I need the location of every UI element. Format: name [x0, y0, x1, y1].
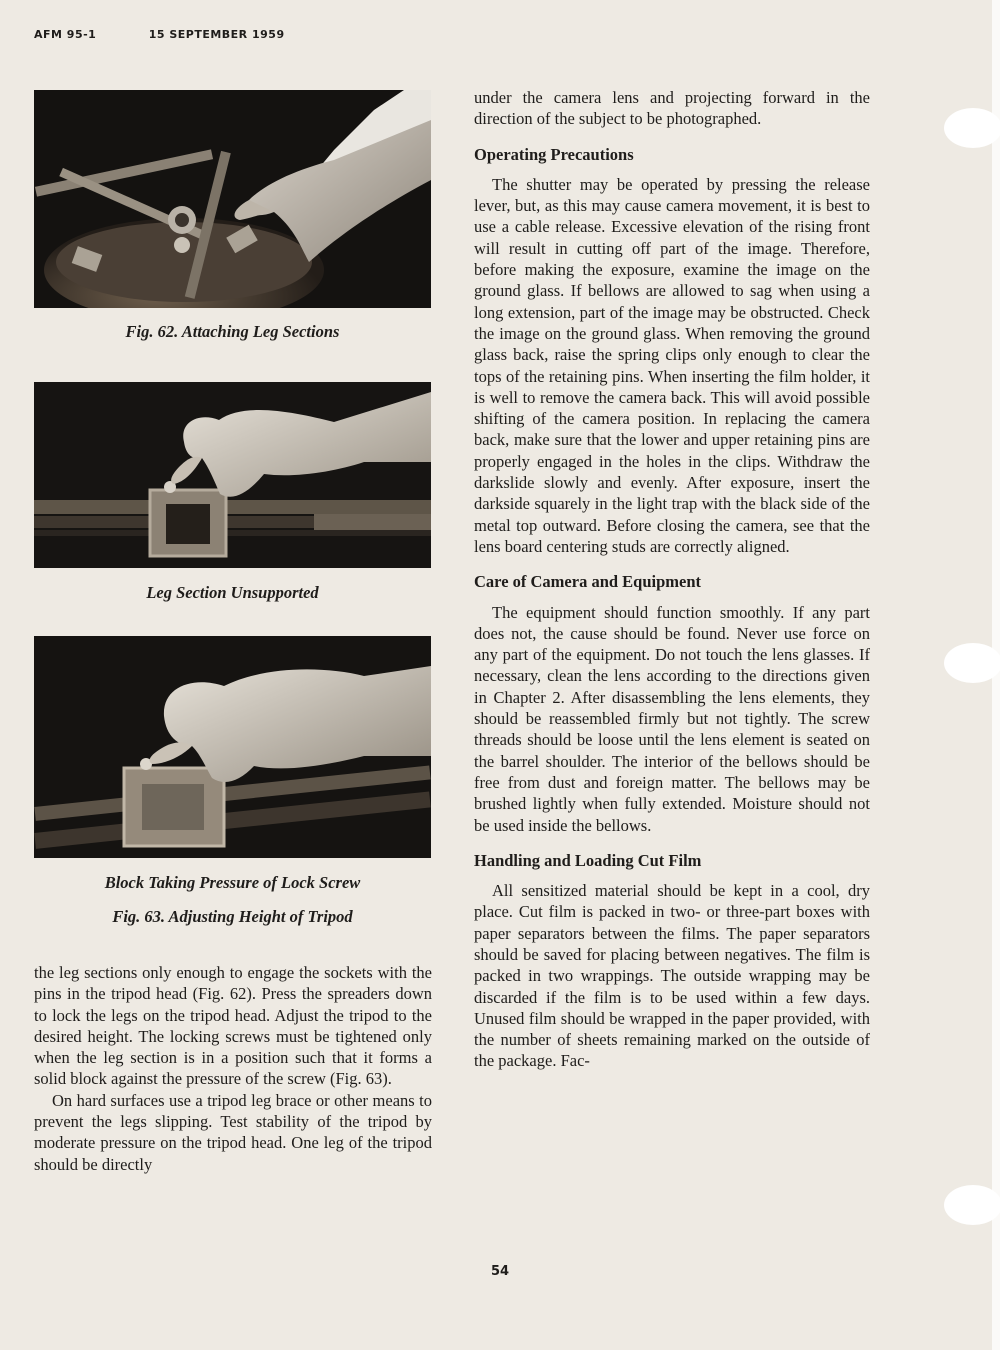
fig62-caption: Fig. 62. Attaching Leg Sections [125, 322, 340, 341]
photo-block-taking-pressure [34, 636, 431, 858]
heading-operating-precautions: Operating Precautions [474, 144, 634, 164]
leg-unsupported-caption: Leg Section Unsupported [146, 583, 319, 602]
heading-care-of-camera: Care of Camera and Equipment [474, 572, 702, 592]
running-header [34, 28, 333, 41]
paragraph-care-of-camera: The equipment should function smoothly. If any part does not, the cause should be found. Never use force on any part of the equipment. Do not touch the lens glasses. If necessary, clean the lens according to the directions given in Chapter 2. After disassembling the lens elements, they should be reassembled firmly but not tightly. The screw threads should be loose until the lens element is seated on the barrel shoulder. The interior of the bellows should be free from dust and foreign matter. The bellows may be brushed lightly when fully extended. Moisture should not be used inside the bellows. [474, 602, 870, 835]
photo-leg-section-unsupported [34, 382, 431, 568]
heading-handling-cut-film: Handling and Loading Cut Film [474, 850, 702, 870]
page-number: 54 [490, 1264, 510, 1279]
binder-hole-bottom [944, 1185, 1000, 1225]
fig63-caption: Fig. 63. Adjusting Height of Tripod [112, 907, 353, 926]
right-paragraph-continued: under the camera lens and projecting forward in the direction of the subject to be photographed. [474, 88, 870, 129]
left-column [34, 962, 432, 1175]
document-id: AFM 95-1 [34, 28, 97, 41]
binder-hole-middle [944, 643, 1000, 683]
paragraph-handling-cut-film: All sensitized material should be kept in a cool, dry place. Cut film is packed in two- or three-part boxes with paper separators between the films. The paper separators should be saved for placing between negatives. The film is packed in two wrappings. The outside wrapping may be discarded if the film is to be used within a few days. Unused film should be wrapped in the paper provided, with the number of sheets remaining marked on the outside of the package. Fac- [474, 881, 870, 1071]
paragraph-operating-precautions: The shutter may be operated by pressing the release lever, but, as this may cause camera movement, it is best to use a cable release. Excessive elevation of the rising front will result in cutting off part of the image. Therefore, before making the exposure, examine the image on the ground glass. If bellows are allowed to sag when using a long extension, part of the image may be obstructed. Check the image on the ground glass. When removing the ground glass back, raise the spring clips only enough to clear the tops of the retaining pins. When inserting the film holder, it is well to remove the camera back. This will avoid possible shifting of the camera position. In replacing the camera back, make sure that the lower and upper retaining pins are properly engaged in the holes in the clips. Withdraw the darkslide slowly and evenly. After exposure, insert the darkside squarely in the light trap with the black side of the metal top outward. Before closing the camera, see that the lens board centering studs are correctly aligned. [474, 174, 870, 556]
photo-attaching-leg-sections [34, 90, 431, 308]
binder-hole-top [944, 108, 1000, 148]
left-paragraph-1: the leg sections only enough to engage the sockets with the pins in the tripod head (Fig. 62). Press the spreaders down to lock the legs on the tripod head. Adjust the tripod to the desired height. The locking screws must be tightened only when the leg section is in a position such that it forms a solid block against the pressure of the screw (Fig. 63). [34, 963, 432, 1089]
block-pressure-caption: Block Taking Pressure of Lock Screw [104, 873, 361, 892]
right-column [474, 87, 870, 1072]
header-date: 15 SEPTEMBER 1959 [148, 28, 285, 41]
left-paragraph-2: On hard surfaces use a tripod leg brace or other means to prevent the legs slipping. Test stability of the tripod by moderate pressure on the tripod head. One leg of the tripod should be directly [34, 1090, 432, 1174]
